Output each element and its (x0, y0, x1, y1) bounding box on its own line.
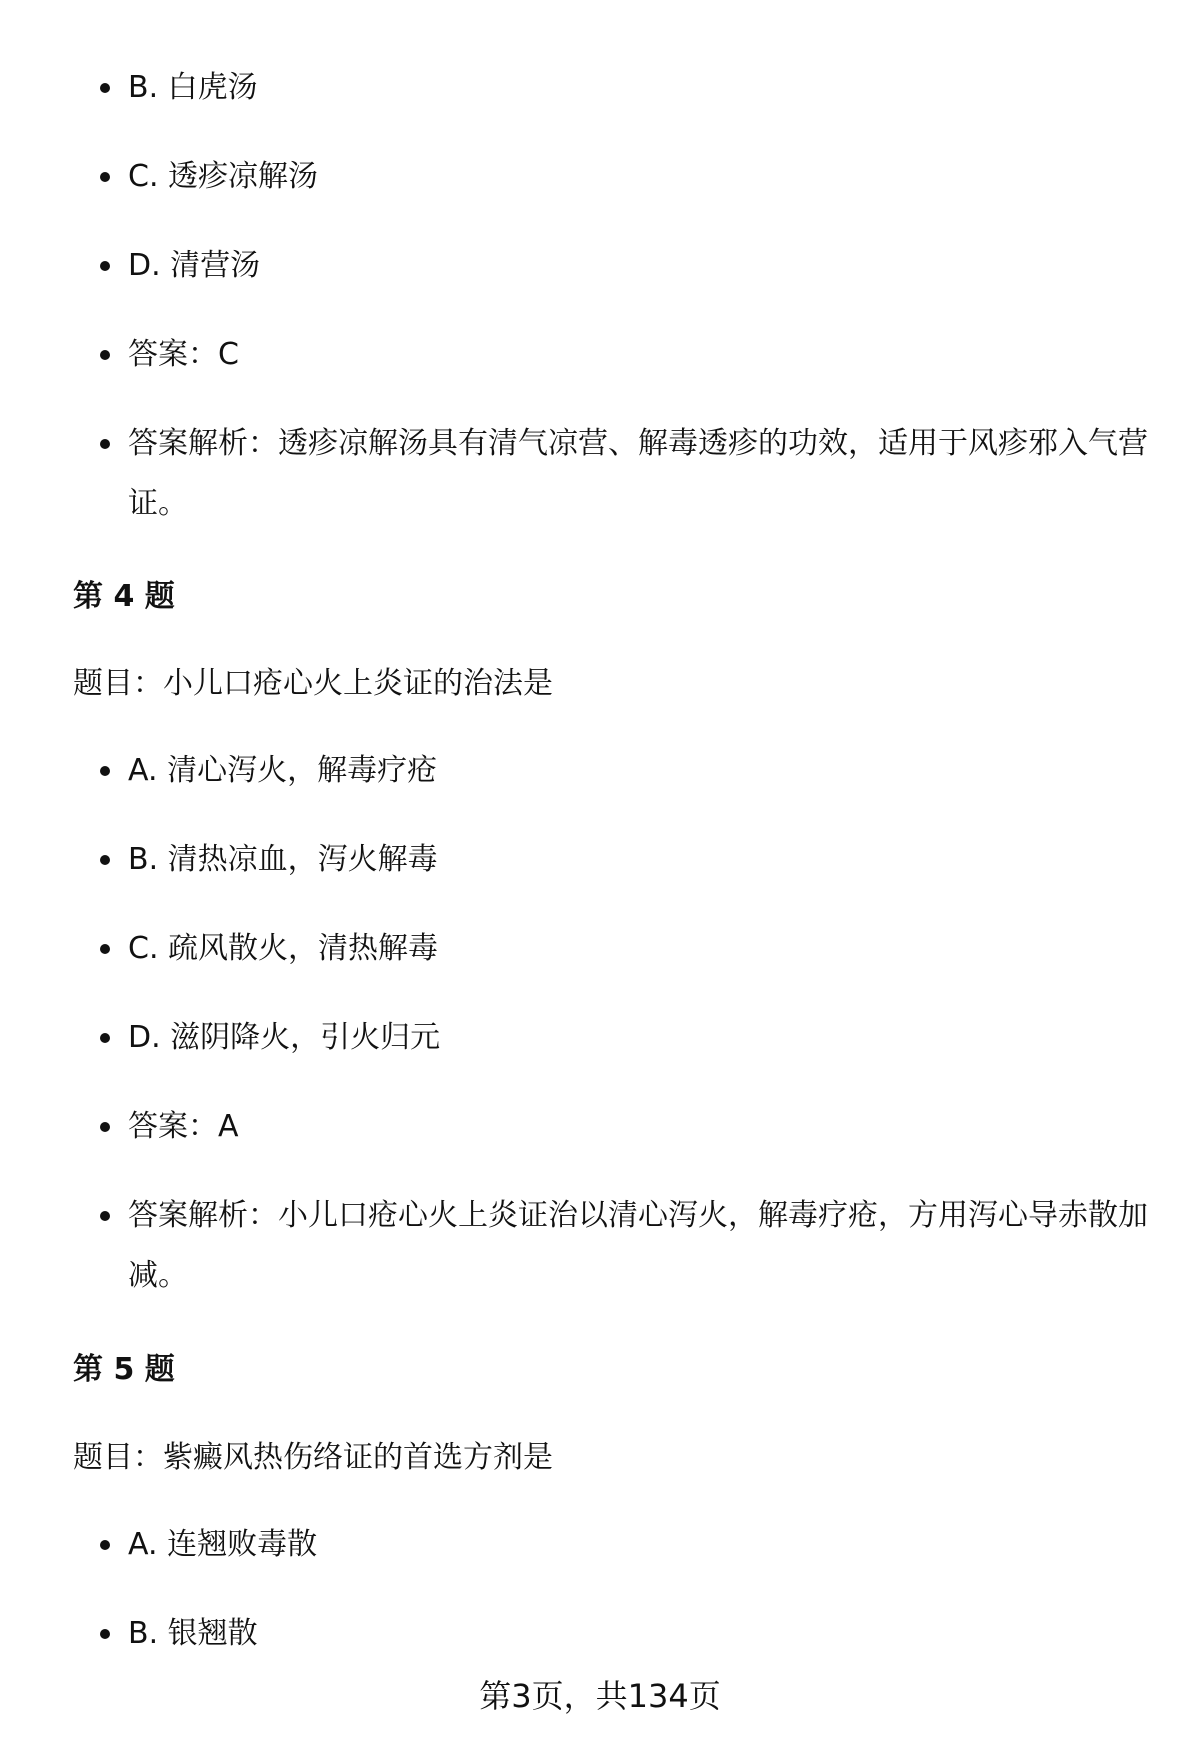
q4-option-b: B. 清热凉血，泻火解毒 (128, 830, 1148, 890)
q3-analysis: 答案解析：透疹凉解汤具有清气凉营、解毒透疹的功效，适用于风疹邪入气营证。 (128, 414, 1148, 534)
q5-option-b: B. 银翘散 (128, 1604, 1148, 1664)
q3-option-b: B. 白虎汤 (128, 58, 1148, 118)
q5-stem: 题目：紫癜风热伤络证的首选方剂是 (73, 1440, 553, 1475)
q4-option-a: A. 清心泻火，解毒疗疮 (128, 741, 1148, 801)
q4-stem: 题目：小儿口疮心火上炎证的治法是 (73, 666, 553, 701)
page-number-footer: 第3页，共134页 (479, 1677, 721, 1715)
q4-answer: 答案：A (128, 1097, 1148, 1157)
q4-option-c: C. 疏风散火，清热解毒 (128, 919, 1148, 979)
q4-heading: 第 4 题 (73, 579, 175, 614)
q5-option-a: A. 连翘败毒散 (128, 1515, 1148, 1575)
q3-option-d: D. 清营汤 (128, 236, 1148, 296)
q4-option-d: D. 滋阴降火，引火归元 (128, 1008, 1148, 1068)
q5-heading: 第 5 题 (73, 1352, 175, 1387)
q3-option-c: C. 透疹凉解汤 (128, 147, 1148, 207)
q4-analysis: 答案解析：小儿口疮心火上炎证治以清心泻火，解毒疗疮，方用泻心导赤散加减。 (128, 1186, 1148, 1306)
q3-answer: 答案：C (128, 325, 1148, 385)
